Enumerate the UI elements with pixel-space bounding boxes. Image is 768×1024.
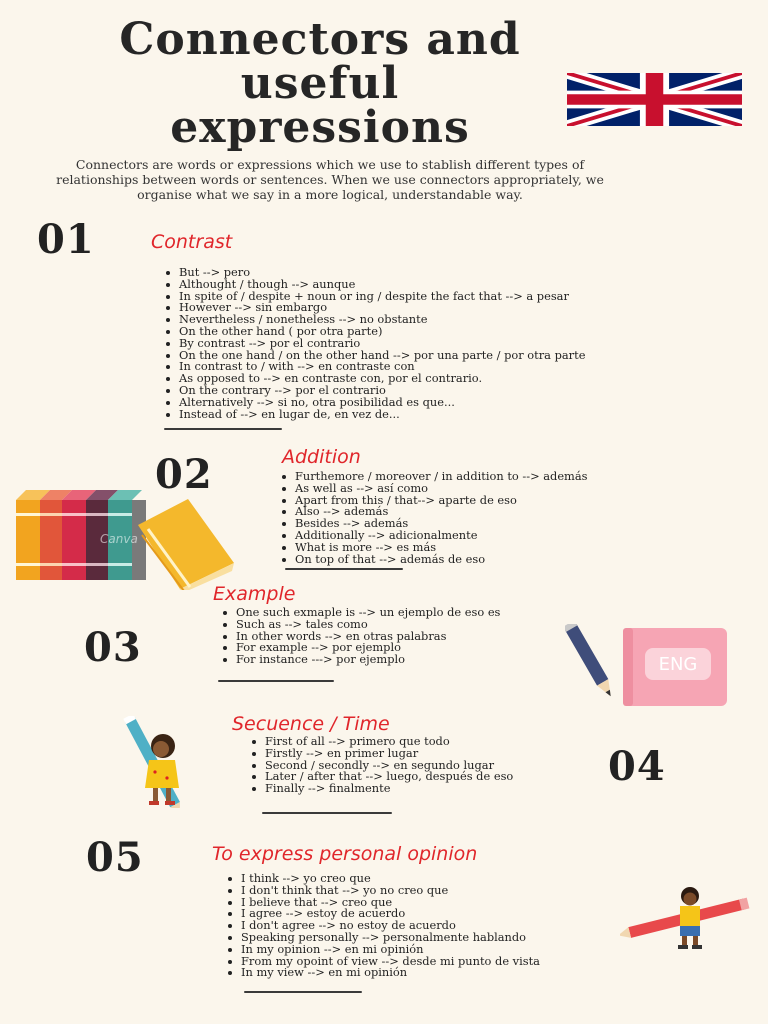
section-heading-sequence: Secuence / Time — [232, 713, 390, 735]
list-item: In other words --> en otras palabras — [220, 631, 500, 643]
section-number-02: 02 — [155, 451, 213, 498]
list-item: Furthemore / moreover / in addition to --> además — [279, 471, 588, 483]
list-item: Later / after that --> luego, después de eso — [249, 771, 513, 783]
books-watermark: Canva — [100, 532, 138, 546]
list-item: Firstly --> en primer lugar — [249, 748, 513, 760]
list-item: For example --> por ejemplo — [220, 642, 500, 654]
list-item: On the contrary --> por el contrario — [163, 385, 585, 397]
boy-with-pencil-illustration — [620, 884, 760, 952]
section-heading-addition: Addition — [282, 446, 361, 468]
list-item: I think --> yo creo que — [225, 873, 540, 885]
list-item: Althought / though --> aunque — [163, 279, 585, 291]
section-divider — [285, 568, 403, 570]
list-item: In my opinion --> en mi opinión — [225, 944, 540, 956]
section-divider — [218, 680, 334, 682]
section-heading-opinion: To express personal opinion — [212, 843, 478, 865]
list-item: On the one hand / on the other hand --> por una parte / por otra parte — [163, 350, 585, 362]
list-item: Instead of --> en lugar de, en vez de... — [163, 409, 585, 421]
section-divider — [164, 428, 282, 430]
list-item: Nevertheless / nonetheless --> no obstante — [163, 314, 585, 326]
example-list — [220, 607, 500, 666]
list-item: Additionally --> adicionalmente — [279, 530, 588, 542]
pencil-notebook-illustration — [565, 624, 733, 710]
books-illustration — [12, 485, 234, 590]
addition-list — [279, 471, 588, 565]
list-item: What is more --> es más — [279, 542, 588, 554]
list-item: First of all --> primero que todo — [249, 736, 513, 748]
page-title — [20, 14, 620, 153]
list-item: But --> pero — [163, 267, 585, 279]
list-item: As well as --> así como — [279, 483, 588, 495]
contrast-list — [163, 267, 585, 420]
notebook-label: ENG — [658, 654, 698, 675]
list-item: On top of that --> además de eso — [279, 554, 588, 566]
list-item: Besides --> además — [279, 518, 588, 530]
uk-flag-icon — [567, 73, 742, 126]
list-item: I believe that --> creo que — [225, 897, 540, 909]
list-item: Apart from this / that--> aparte de eso — [279, 495, 588, 507]
list-item: In spite of / despite + noun or ing / despite the fact that --> a pesar — [163, 291, 585, 303]
section-number-05: 05 — [86, 834, 144, 881]
list-item: I agree --> estoy de acuerdo — [225, 908, 540, 920]
list-item: By contrast --> por el contrario — [163, 338, 585, 350]
opinion-list — [225, 873, 540, 979]
title-line-2: useful — [240, 58, 400, 109]
section-divider — [262, 812, 392, 814]
sequence-list — [249, 736, 513, 795]
list-item: For instance ---> por ejemplo — [220, 654, 500, 666]
title-line-3: expressions — [170, 102, 470, 153]
list-item: Speaking personally --> personalmente hablando — [225, 932, 540, 944]
list-item: On the other hand ( por otra parte) — [163, 326, 585, 338]
title-line-1: Connectors and — [119, 14, 521, 65]
list-item: Second / secondly --> en segundo lugar — [249, 760, 513, 772]
list-item: I don't agree --> no estoy de acuerdo — [225, 920, 540, 932]
section-number-01: 01 — [37, 216, 95, 263]
section-number-04: 04 — [608, 743, 666, 790]
list-item: In my view --> en mi opinión — [225, 967, 540, 979]
intro-paragraph: Connectors are words or expressions which we use to stablish different types of relationships between words or sentences. When we use connectors appropriately, we organise what we say in a more logical, understandable way. — [56, 157, 604, 202]
list-item: From my opoint of view --> desde mi punto de vista — [225, 956, 540, 968]
list-item: Alternatively --> si no, otra posibilidad es que... — [163, 397, 585, 409]
section-heading-example: Example — [213, 583, 296, 605]
list-item: Such as --> tales como — [220, 619, 500, 631]
list-item: However --> sin embargo — [163, 302, 585, 314]
section-heading-contrast: Contrast — [151, 231, 233, 253]
list-item: Also --> además — [279, 506, 588, 518]
girl-with-pencil-illustration — [115, 716, 190, 808]
section-number-03: 03 — [84, 624, 142, 671]
list-item: As opposed to --> en contraste con, por el contrario. — [163, 373, 585, 385]
list-item: In contrast to / with --> en contraste con — [163, 361, 585, 373]
list-item: One such exmaple is --> un ejemplo de eso es — [220, 607, 500, 619]
section-divider — [244, 991, 362, 993]
list-item: I don't think that --> yo no creo que — [225, 885, 540, 897]
list-item: Finally --> finalmente — [249, 783, 513, 795]
